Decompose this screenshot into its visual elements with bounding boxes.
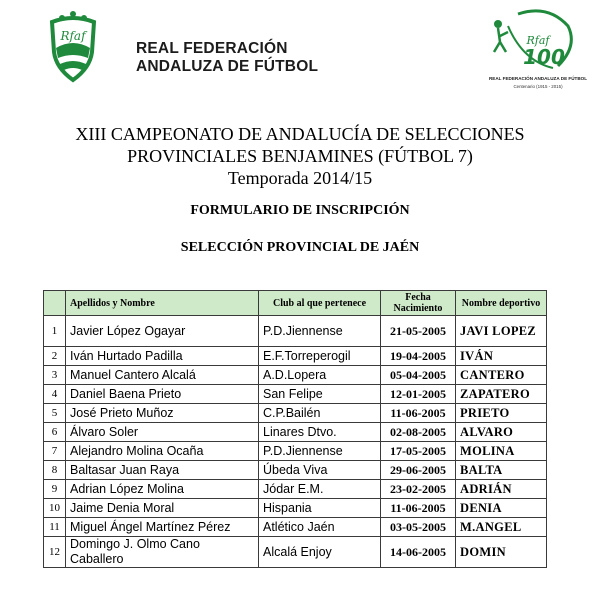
player-name: Javier López Ogayar	[66, 316, 259, 347]
svg-text:100: 100	[523, 45, 565, 69]
table-row	[44, 385, 547, 404]
championship-title-line1: XIII CAMPEONATO DE ANDALUCÍA DE SELECCIONES	[75, 124, 525, 144]
player-birthdate: 14-06-2005	[381, 537, 456, 568]
player-club: C.P.Bailén	[259, 404, 381, 423]
player-name: Daniel Baena Prieto	[66, 385, 259, 404]
row-number: 3	[44, 366, 66, 385]
table-row	[44, 480, 547, 499]
col-header-club: Club al que pertenece	[259, 291, 381, 316]
player-name: Adrian López Molina	[66, 480, 259, 499]
season-label: Temporada 2014/15	[227, 168, 373, 188]
player-club: A.D.Lopera	[259, 366, 381, 385]
svg-text:Rfaf: Rfaf	[60, 29, 86, 43]
player-club: Atlético Jaén	[259, 518, 381, 537]
player-birthdate: 05-04-2005	[381, 366, 456, 385]
player-club: Alcalá Enjoy	[259, 537, 381, 568]
player-club: P.D.Jiennense	[259, 442, 381, 461]
player-birthdate: 12-01-2005	[381, 385, 456, 404]
player-name: José Prieto Muñoz	[66, 404, 259, 423]
table-row	[44, 347, 547, 366]
player-club: Jódar E.M.	[259, 480, 381, 499]
player-birthdate: 03-05-2005	[381, 518, 456, 537]
player-name: Manuel Cantero Alcalá	[66, 366, 259, 385]
col-header-nick: Nombre deportivo	[456, 291, 547, 316]
player-name: Baltasar Juan Raya	[66, 461, 259, 480]
player-club: San Felipe	[259, 385, 381, 404]
row-number: 8	[44, 461, 66, 480]
row-number: 2	[44, 347, 66, 366]
row-number: 12	[44, 537, 66, 568]
registration-table	[43, 290, 547, 568]
table-row	[44, 461, 547, 480]
player-name: Alejandro Molina Ocaña	[66, 442, 259, 461]
row-number: 5	[44, 404, 66, 423]
player-name: Jaime Denia Moral	[66, 499, 259, 518]
centenary-org-name: REAL FEDERACIÓN ANDALUZA DE FÚTBOL	[488, 76, 588, 81]
form-title: FORMULARIO DE INSCRIPCIÓN	[190, 203, 410, 218]
table-row	[44, 537, 547, 568]
row-number: 6	[44, 423, 66, 442]
player-birthdate: 17-05-2005	[381, 442, 456, 461]
row-number: 9	[44, 480, 66, 499]
table-row	[44, 366, 547, 385]
player-club: P.D.Jiennense	[259, 316, 381, 347]
table-row	[44, 404, 547, 423]
player-birthdate: 29-06-2005	[381, 461, 456, 480]
player-nickname: JAVI LOPEZ	[456, 316, 547, 347]
org-name-line1: REAL FEDERACIÓN	[136, 40, 288, 57]
player-name: Miguel Ángel Martínez Pérez	[66, 518, 259, 537]
centenary-emblem-icon	[478, 6, 598, 76]
player-nickname: CANTERO	[456, 366, 547, 385]
col-header-birth: Fecha Nacimiento	[381, 291, 456, 316]
player-nickname: ALVARO	[456, 423, 547, 442]
player-nickname: ZAPATERO	[456, 385, 547, 404]
player-nickname: MOLINA	[456, 442, 547, 461]
row-number: 4	[44, 385, 66, 404]
federation-crest-icon	[38, 8, 108, 86]
player-birthdate: 21-05-2005	[381, 316, 456, 347]
table-row	[44, 423, 547, 442]
player-club: E.F.Torreperogil	[259, 347, 381, 366]
player-birthdate: 11-06-2005	[381, 404, 456, 423]
table-row	[44, 518, 547, 537]
svg-text:Rfaf: Rfaf	[526, 34, 550, 47]
row-number: 7	[44, 442, 66, 461]
selection-title: SELECCIÓN PROVINCIAL DE JAÉN	[180, 240, 420, 255]
player-nickname: DENIA	[456, 499, 547, 518]
table-header-row	[44, 291, 547, 316]
player-nickname: PRIETO	[456, 404, 547, 423]
org-name-line2: ANDALUZA DE FÚTBOL	[136, 58, 319, 75]
player-birthdate: 02-08-2005	[381, 423, 456, 442]
row-number: 11	[44, 518, 66, 537]
player-name: Iván Hurtado Padilla	[66, 347, 259, 366]
table-row	[44, 442, 547, 461]
player-club: Linares Dtvo.	[259, 423, 381, 442]
player-birthdate: 19-04-2005	[381, 347, 456, 366]
player-name: Álvaro Soler	[66, 423, 259, 442]
player-nickname: BALTA	[456, 461, 547, 480]
centenary-logo	[478, 6, 598, 98]
col-header-number	[44, 291, 66, 316]
row-number: 1	[44, 316, 66, 347]
player-club: Hispania	[259, 499, 381, 518]
player-nickname: DOMIN	[456, 537, 547, 568]
player-club: Úbeda Viva	[259, 461, 381, 480]
table-row	[44, 316, 547, 347]
player-name: Domingo J. Olmo Cano Caballero	[66, 537, 259, 568]
table-row	[44, 499, 547, 518]
player-nickname: M.ANGEL	[456, 518, 547, 537]
federation-logo	[38, 8, 319, 86]
centenary-dates: Centenario (1915 - 2015)	[513, 84, 563, 89]
row-number: 10	[44, 499, 66, 518]
player-nickname: IVÁN	[456, 347, 547, 366]
player-birthdate: 11-06-2005	[381, 499, 456, 518]
championship-title-line2: PROVINCIALES BENJAMINES (FÚTBOL 7)	[127, 146, 473, 166]
player-birthdate: 23-02-2005	[381, 480, 456, 499]
col-header-name: Apellidos y Nombre	[66, 291, 259, 316]
player-nickname: ADRIÁN	[456, 480, 547, 499]
